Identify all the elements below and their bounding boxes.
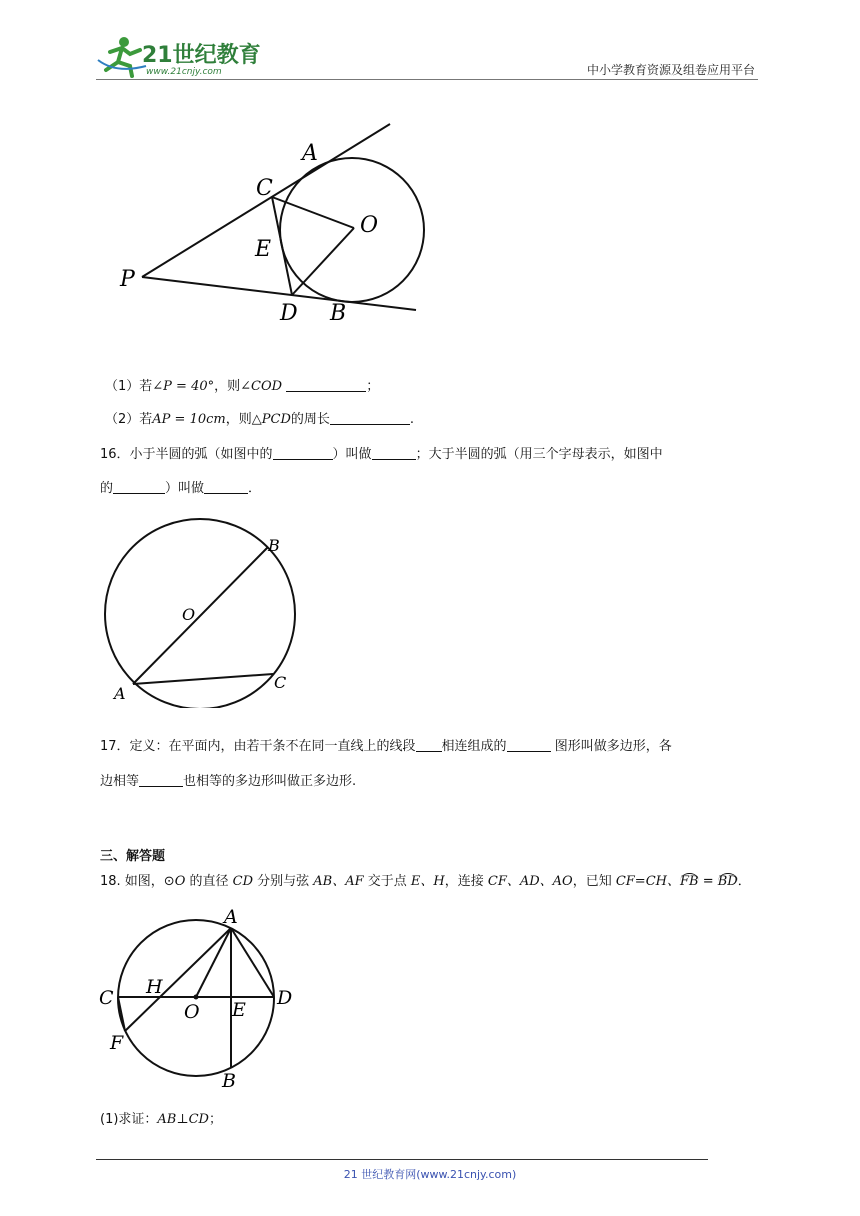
label-a: A xyxy=(302,141,318,166)
q15-answer-blank-1[interactable] xyxy=(286,377,366,392)
label-o: O xyxy=(182,605,196,624)
figure-15-tangent-circle xyxy=(100,110,440,330)
header-divider xyxy=(96,79,758,80)
label-b: B xyxy=(330,301,347,326)
logo-sub: www.21cnjy.com xyxy=(146,67,222,77)
q17-line2: 边相等 也相等的多边形叫做正多边形. xyxy=(100,774,357,789)
label-c: C xyxy=(256,176,273,201)
q15-answer-blank-2[interactable] xyxy=(330,410,410,425)
label-o: O xyxy=(360,213,379,238)
header-platform-text: 中小学教育资源及组卷应用平台 xyxy=(586,63,755,77)
label-b: B xyxy=(268,536,280,555)
label-f: F xyxy=(110,1032,124,1054)
q17-line1: 17．定义：在平面内，由若干条不在同一直线上的线段 相连组成的 图形叫做多边形，各 xyxy=(100,739,672,754)
q16-line1: 16．小于半圆的弧（如图中的 ）叫做 ；大于半圆的弧（用三个字母表示，如图中 xyxy=(100,447,663,462)
q16-blank-3[interactable] xyxy=(113,479,165,494)
section-title: 三、解答题 xyxy=(100,849,166,864)
label-a: A xyxy=(114,684,126,703)
segment-co xyxy=(272,197,354,228)
chord-ac xyxy=(133,674,273,684)
q16-blank-2[interactable] xyxy=(372,445,416,460)
segment-od xyxy=(292,228,354,295)
segment-ao xyxy=(196,928,231,997)
q18-part1: (1)求证：AB⊥CD； xyxy=(100,1112,222,1127)
q15-part1: （1）若∠P = 40°，则∠COD ； xyxy=(105,379,380,394)
q15-part2: （2）若AP = 10cm，则△PCD的周长 . xyxy=(105,412,415,427)
q17-blank-1[interactable] xyxy=(416,737,442,752)
label-h: H xyxy=(146,976,163,998)
label-o: O xyxy=(184,1001,200,1023)
arc-fb: FB xyxy=(680,874,699,889)
footer-divider xyxy=(96,1159,708,1160)
label-b: B xyxy=(222,1070,236,1092)
q17-blank-3[interactable] xyxy=(139,772,183,787)
label-c: C xyxy=(99,987,114,1009)
label-d: D xyxy=(277,987,293,1009)
q16-line2: 的 ）叫做 ． xyxy=(100,481,262,496)
center-point-o xyxy=(194,995,199,1000)
tangent-line-pb xyxy=(142,277,416,310)
footer-link[interactable]: 21 世纪教育网(www.21cnjy.com) xyxy=(343,1168,517,1181)
label-c: C xyxy=(274,673,287,692)
logo xyxy=(96,30,266,80)
q18-stem: 18. 如图，⊙O 的直径 CD 分别与弦 AB、AF 交于点 E、H，连接 CF、AD、AO，已知 CF=CH、FB = BD． xyxy=(100,874,751,889)
logo-runner-icon xyxy=(96,30,266,80)
label-e: E xyxy=(255,237,272,262)
label-a: A xyxy=(224,906,238,928)
logo-text: 21世纪教育 xyxy=(142,43,261,68)
diameter-ab xyxy=(133,547,268,684)
figure-18-circle xyxy=(96,903,306,1093)
q17-blank-2[interactable] xyxy=(507,737,551,752)
label-p: P xyxy=(120,267,135,292)
segment-ad xyxy=(231,928,274,997)
arc-bd: BD xyxy=(717,874,738,889)
label-e: E xyxy=(232,999,246,1021)
q16-blank-4[interactable] xyxy=(204,479,248,494)
label-d: D xyxy=(280,301,298,326)
figure-16-circle xyxy=(100,518,300,708)
q16-blank-1[interactable] xyxy=(273,445,333,460)
